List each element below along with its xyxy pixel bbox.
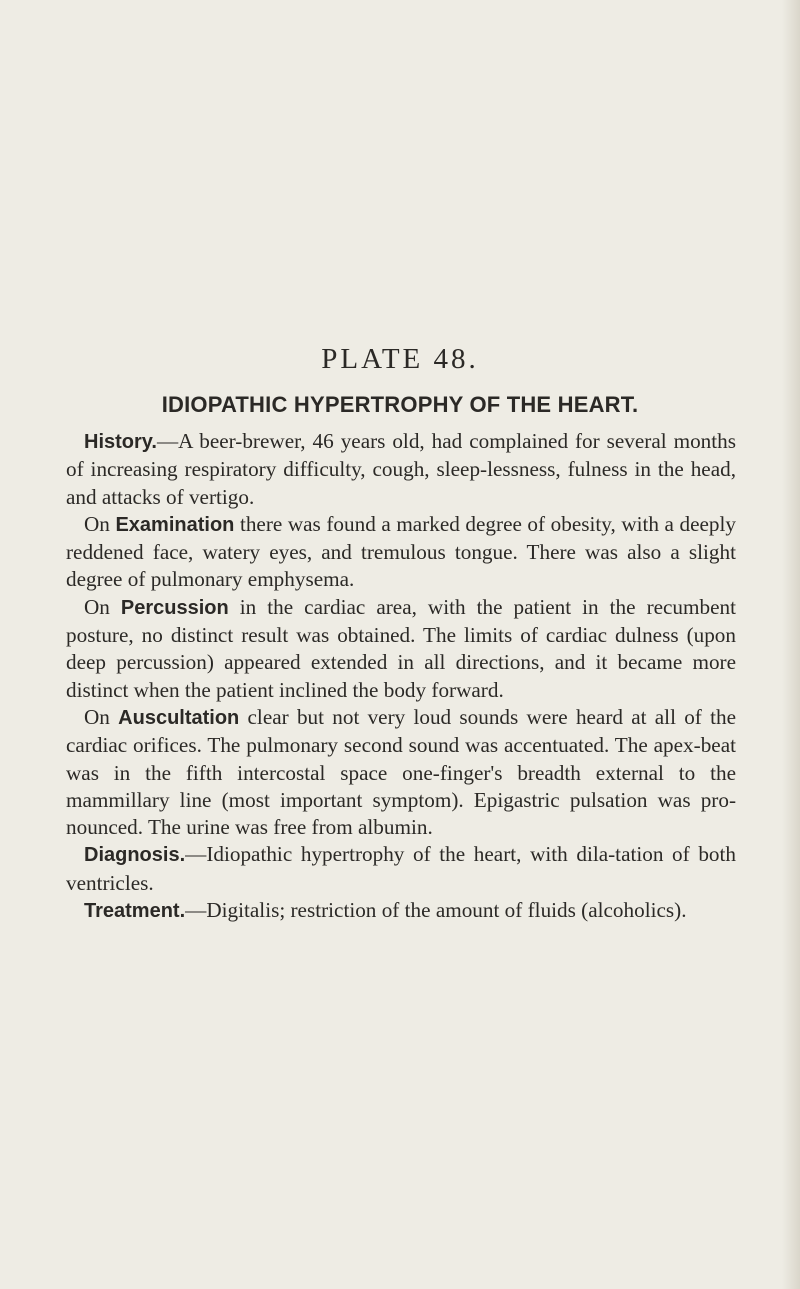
body-text <box>66 428 736 925</box>
examination-text: there was found a marked degree of obesity, with a deeply reddened face, watery eyes, and tremulous tongue. There was also a slight degree of pulmonary emphysema. <box>66 511 737 592</box>
auscultation-text: clear but not very loud sounds were heard at all of the cardiac orifices. The pulmonary second sound was accentuated. The apex-beat was in the fifth intercostal space one-finger's breadth external to the mammillary line (most important symptom). Epigastric pulsation was pro-nounced. The urine was free from albumin. <box>66 704 736 840</box>
history-paragraph <box>66 428 736 511</box>
auscultation-prefix: On <box>84 704 119 729</box>
diagnosis-paragraph <box>66 841 736 897</box>
treatment-text: —Digitalis; restriction of the amount of fluids (alcoholics). <box>185 898 687 923</box>
percussion-label: Percussion <box>120 596 229 619</box>
main-heading: IDIOPATHIC HYPERTROPHY OF THE HEART. <box>161 392 639 417</box>
auscultation-paragraph <box>66 704 736 841</box>
auscultation-label: Auscultation <box>118 706 240 729</box>
treatment-label: Treatment. <box>84 900 186 923</box>
history-label: History. <box>84 431 157 453</box>
examination-paragraph <box>66 511 736 594</box>
examination-prefix: On <box>84 511 116 536</box>
history-text: —A beer-brewer, 46 years old, had complained for several months of increasing respiratory difficulty, cough, sleep-lessness, fulness in the head, and attacks of vertigo. <box>66 429 736 509</box>
percussion-paragraph <box>66 594 736 704</box>
plate-title: PLATE 48. <box>321 343 479 375</box>
examination-label: Examination <box>115 513 235 536</box>
percussion-prefix: On <box>84 594 121 619</box>
percussion-text: in the cardiac area, with the patient in the recumbent posture, no distinct result was obtained. The limits of cardiac dulness (upon deep percussion) appeared extended in all directions, and it became more distinct when the patient inclined the body forward. <box>66 594 736 702</box>
diagnosis-text: —Idiopathic hypertrophy of the heart, with dila-tation of both ventricles. <box>66 842 736 895</box>
diagnosis-label: Diagnosis. <box>84 844 186 867</box>
treatment-paragraph <box>66 897 736 925</box>
page-edge-shadow <box>782 0 800 1289</box>
